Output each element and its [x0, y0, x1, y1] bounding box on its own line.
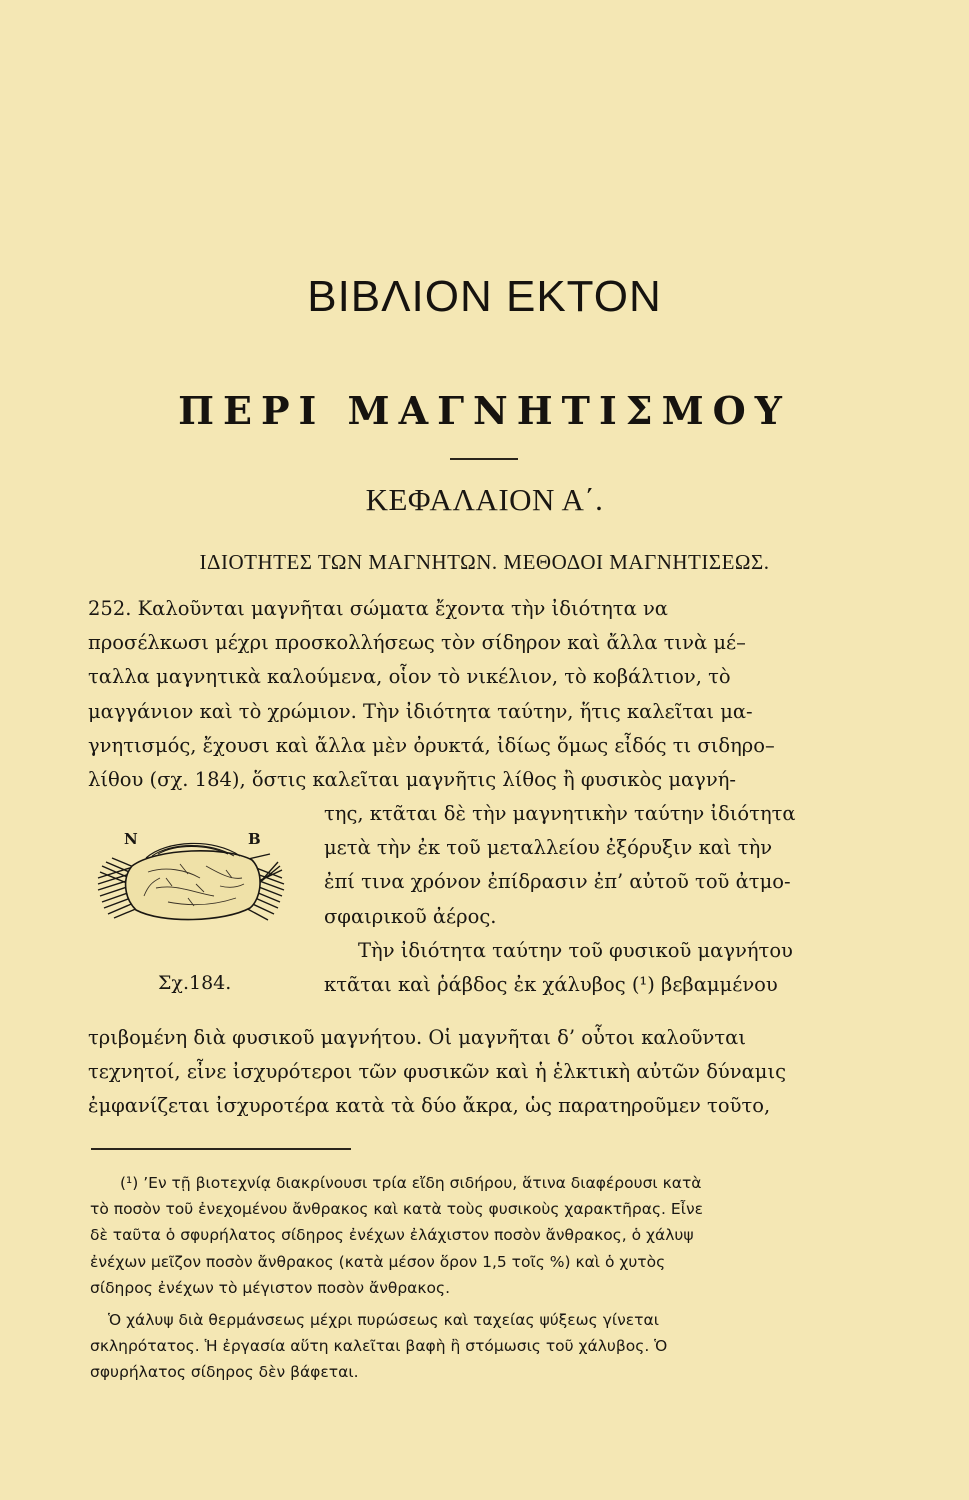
- footnote-line: τὸ ποσὸν τοῦ ἐνεχομένου ἄνθρακος καὶ κατὰ τοὺς φυσικοὺς χαρακτῆρας. Εἶνε: [90, 1200, 703, 1219]
- body-line: της, κτᾶται δὲ τὴν μαγνητικὴν ταύτην ἰδιότητα: [324, 802, 796, 825]
- section-title: ΙΔΙΟΤΗΤΕΣ ΤΩΝ ΜΑΓΝΗΤΩΝ. ΜΕΘΟΔΟΙ ΜΑΓΝΗΤΙΣΕΩΣ.: [199, 550, 770, 574]
- footnote-line: σίδηρος ἐνέχων τὸ μέγιστον ποσὸν ἄνθρακος.: [90, 1278, 451, 1297]
- body-paragraph-bottom: [88, 1021, 850, 1124]
- body-line: λίθου (σχ. 184), ὅστις καλεῖται μαγνῆτις λίθος ἢ φυσικὸς μαγνή-: [88, 768, 736, 792]
- pole-label-b: B: [248, 830, 261, 848]
- body-line: τριβομένη διὰ φυσικοῦ μαγνήτου. Οἱ μαγνῆται δ’ οὗτοι καλοῦνται: [88, 1026, 746, 1049]
- footnote-divider: [91, 1148, 351, 1150]
- footnote-line: Ὁ χάλυψ διὰ θερμάνσεως μέχρι πυρώσεως καὶ ταχείας ψύξεως γίνεται: [108, 1311, 659, 1330]
- footnote-line: (¹) ’Εν τῇ βιοτεχνίᾳ διακρίνουσι τρία εἴδη σιδήρου, ἅτινα διαφέρουσι κατὰ: [120, 1174, 702, 1192]
- body-line: ταλλα μαγνητικὰ καλούμενα, οἷον τὸ νικέλιον, τὸ κοβάλτιον, τὸ: [88, 665, 731, 689]
- body-line: γνητισμός, ἔχουσι καὶ ἄλλα μὲν ὀρυκτά, ἰδίως ὅμως εἶδός τι σιδηρο–: [88, 733, 775, 757]
- footnote-line: σφυρήλατος σίδηρος δὲν βάφεται.: [90, 1363, 359, 1382]
- body-line: κτᾶται καὶ ῥάβδος ἐκ χάλυβος (¹) βεβαμμένου: [324, 973, 778, 997]
- figure-caption: Σχ.184.: [158, 972, 232, 994]
- subject-title: ΠΕΡΙ ΜΑΓΝΗΤΙΣΜΟΥ: [178, 388, 791, 433]
- body-line: ἐμφανίζεται ἰσχυροτέρα κατὰ τὰ δύο ἄκρα, ὡς παρατηροῦμεν τοῦτο,: [88, 1094, 771, 1118]
- pole-label-n: N: [124, 830, 138, 848]
- title-divider: [450, 458, 518, 460]
- footnotes: [90, 1170, 850, 1386]
- book-title: ΒΙΒΛΙΟΝ ΕΚΤΟΝ: [307, 272, 662, 321]
- footnote-line: δὲ ταῦτα ὁ σφυρήλατος σίδηρος ἐνέχων ἐλάχιστον ποσὸν ἄνθρακος, ὁ χάλυψ: [90, 1226, 694, 1245]
- body-line: ἐπί τινα χρόνον ἐπίδρασιν ἐπ’ αὐτοῦ τοῦ ἀτμο-: [324, 870, 791, 894]
- magnet-stone-figure: [96, 826, 286, 936]
- body-line: μαγγάνιον καὶ τὸ χρώμιον. Τὴν ἰδιότητα ταύτην, ἥτις καλεῖται μα-: [88, 699, 753, 723]
- body-line: προσέλκωσι μέχρι προσκολλήσεως τὸν σίδηρον καὶ ἄλλα τινὰ μέ–: [88, 631, 746, 655]
- body-line: Τὴν ἰδιότητα ταύτην τοῦ φυσικοῦ μαγνήτου: [358, 938, 793, 962]
- chapter-title: ΚΕΦΑΛΑΙΟΝ Α΄.: [365, 482, 604, 517]
- footnote-line: ἐνέχων μεῖζον ποσὸν ἄνθρακος (κατὰ μέσον ὅρον 1,5 τοῖς %) καὶ ὁ χυτὸς: [90, 1252, 666, 1271]
- body-line: 252. Καλοῦνται μαγνῆται σώματα ἔχοντα τὴν ἰδιότητα να: [88, 597, 668, 620]
- magnet-stone-illustration: [96, 826, 286, 936]
- footnote-line: σκληρότατος. Ἡ ἐργασία αὕτη καλεῖται βαφὴ ἢ στόμωσις τοῦ χάλυβος. Ὁ: [90, 1337, 668, 1356]
- body-line: μετὰ τὴν ἐκ τοῦ μεταλλείου ἐξόρυξιν καὶ τὴν: [324, 836, 773, 860]
- body-line: σφαιρικοῦ ἀέρος.: [324, 904, 497, 928]
- body-paragraph-top: [88, 592, 850, 797]
- body-line: τεχνητοί, εἶνε ἰσχυρότεροι τῶν φυσικῶν καὶ ἡ ἑλκτικὴ αὐτῶν δύναμις: [88, 1060, 787, 1084]
